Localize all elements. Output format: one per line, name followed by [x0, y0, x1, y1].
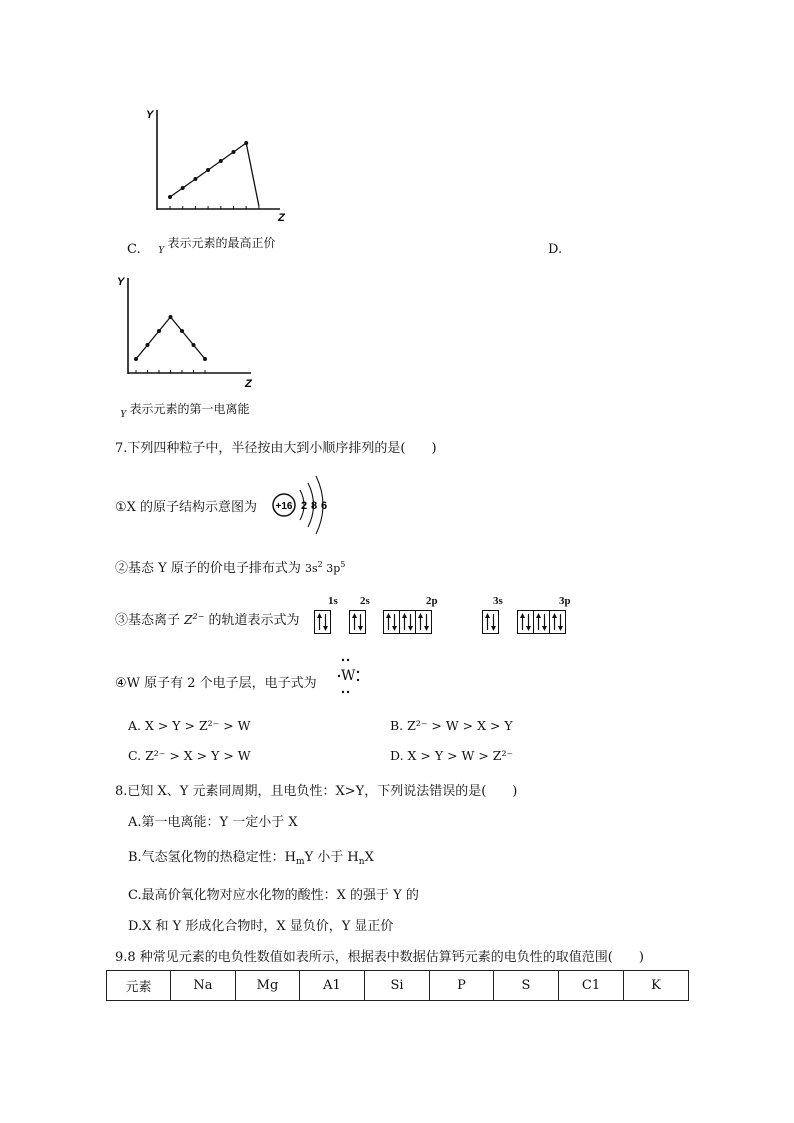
table-header-cell: C1	[559, 971, 624, 1001]
option-d-label: D.	[548, 242, 563, 257]
orbital-electron-pair	[416, 611, 431, 633]
graph-d-data-point	[180, 329, 184, 333]
graph-c-axes	[157, 110, 280, 210]
graph-d-series-line	[136, 317, 205, 359]
graph-d-data-point	[192, 343, 196, 347]
orbital-label-2s: 2s	[360, 595, 370, 607]
q7-option-d[interactable]: D. X > Y > W > Z²⁻	[390, 748, 514, 763]
table-header-cell: S	[494, 971, 559, 1001]
graph-d-chart	[113, 270, 273, 395]
graph-d-data-point	[134, 357, 138, 361]
electronegativity-table	[106, 970, 689, 1001]
orbital-electron-pair	[315, 611, 330, 633]
graph-c-x-axis-label: Z	[278, 212, 285, 224]
q7-item2-text: ②基态 Y 原子的价电子排布式为	[115, 561, 301, 576]
q8-option-d[interactable]: D.X 和 Y 形成化合物时，X 显负价，Y 显正价	[128, 919, 394, 934]
graph-d-axes	[128, 278, 251, 374]
q8-option-a[interactable]: A.第一电离能：Y 一定小于 X	[128, 815, 298, 830]
orbital-box-1s	[314, 610, 331, 634]
graph-c-caption: 表示元素的最高正价	[167, 236, 276, 250]
orbital-label-1s: 1s	[328, 595, 338, 607]
orbital-electron-pair	[384, 611, 400, 633]
graph-c-series-line	[170, 143, 259, 206]
atom-shell-electrons-3: 6	[320, 500, 328, 512]
graph-c-data-point	[206, 168, 210, 172]
electron-dot-symbol: W	[341, 668, 356, 684]
q7-item3-suffix: 的轨道表示式为	[208, 613, 300, 628]
q7-stem: 7.下列四种粒子中，半径按由大到小顺序排列的是( )	[115, 441, 437, 456]
option-c-label: C.	[127, 242, 141, 257]
q7-item1: ①X 的原子结构示意图为	[115, 500, 258, 515]
table-header-cell: K	[624, 971, 689, 1001]
orbital-electron-pair	[550, 611, 565, 633]
table-header-cell: 元素	[107, 971, 171, 1001]
graph-c-data-point	[232, 150, 236, 154]
graph-c-chart	[140, 100, 300, 230]
orbital-label-2p: 2p	[426, 595, 438, 607]
table-header-cell: P	[430, 971, 494, 1001]
orbital-label-3s: 3s	[493, 595, 503, 607]
q7-item2-formula: $3s^2$ $3p^5$	[305, 560, 346, 575]
q7-item3-text: ③基态离子	[115, 613, 181, 628]
graph-c-data-point	[193, 177, 197, 181]
q8-stem: 8.已知 X、Y 元素同周期，且电负性：X>Y，下列说法错误的是( )	[115, 784, 518, 799]
table-header-cell: Na	[171, 971, 236, 1001]
q8-option-c[interactable]: C.最高价氧化物对应水化物的酸性：X 的强于 Y 的	[128, 888, 419, 903]
orbital-box-3p	[517, 610, 566, 634]
graph-d-caption: 表示元素的第一电离能	[129, 402, 250, 416]
orbital-label-3p: 3p	[559, 595, 571, 607]
orbital-electron-pair	[350, 611, 365, 633]
q7-option-c[interactable]: C. Z²⁻ > X > Y > W	[128, 748, 251, 763]
orbital-box-2s	[349, 610, 366, 634]
electron-dot-formula	[336, 656, 364, 696]
orbital-electron-pair	[400, 611, 416, 633]
atom-structure-diagram	[268, 470, 338, 540]
orbital-box-2p	[383, 610, 432, 634]
atom-shell-electrons-2: 8	[310, 500, 318, 512]
graph-d-x-axis-label: Z	[245, 378, 252, 390]
atom-shell-electrons-1: 2	[300, 500, 308, 512]
graph-d-data-point	[146, 343, 150, 347]
q7-item3-ion: $Z^{2-}$	[184, 612, 205, 627]
graph-d-data-point	[203, 357, 207, 361]
graph-c-data-point	[219, 159, 223, 163]
graph-d-y-axis-label: Y	[117, 276, 125, 288]
table-header-cell: Si	[365, 971, 430, 1001]
atom-nucleus-charge: +16	[275, 501, 293, 512]
orbital-electron-pair	[483, 611, 498, 633]
graph-d-data-point	[169, 315, 173, 319]
table-row	[107, 971, 689, 1001]
q8-option-b[interactable]: B.气态氢化物的热稳定性：$H_mY$ 小于 $H_nX$	[128, 850, 374, 867]
q7-item4: ④W 原子有 2 个电子层，电子式为	[115, 676, 317, 691]
table-header-cell: Mg	[236, 971, 300, 1001]
graph-d-caption-var: Y	[120, 408, 127, 420]
graph-d-data-point	[157, 329, 161, 333]
graph-c-y-axis-label: Y	[146, 109, 154, 121]
graph-c-data-point	[244, 141, 248, 145]
orbital-electron-pair	[518, 611, 534, 633]
orbital-box-3s	[482, 610, 499, 634]
orbital-electron-pair	[534, 611, 550, 633]
graph-c-data-point	[168, 195, 172, 199]
graph-c-caption-var: Y	[158, 244, 165, 256]
table-header-cell: A1	[300, 971, 365, 1001]
q7-option-a[interactable]: A. X > Y > Z²⁻ > W	[128, 718, 251, 733]
q7-option-b[interactable]: B. Z²⁻ > W > X > Y	[390, 718, 513, 733]
graph-c-data-point	[181, 186, 185, 190]
q9-stem: 9.8 种常见元素的电负性数值如表所示，根据表中数据估算钙元素的电负性的取值范围( )	[115, 950, 644, 965]
